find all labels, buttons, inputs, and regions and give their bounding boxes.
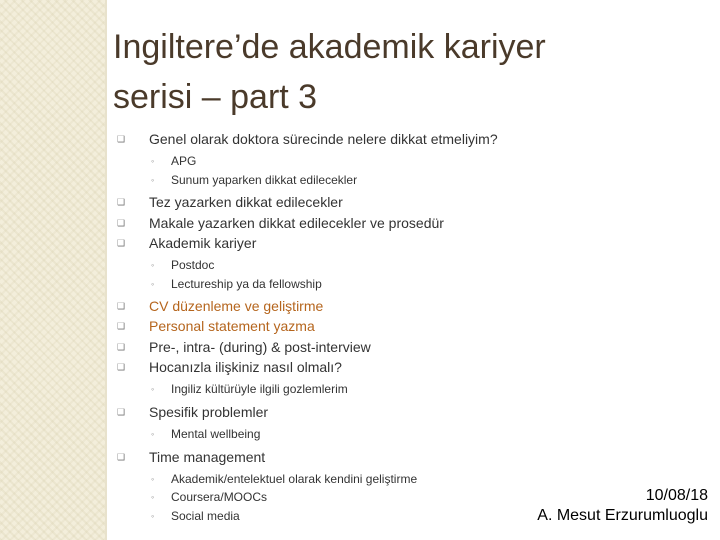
bullet-text: Spesifik problemler xyxy=(149,403,269,420)
square-bullet-icon: ❑ xyxy=(117,197,126,208)
circle-bullet-icon: ◦ xyxy=(151,429,155,440)
bullet-item xyxy=(113,296,593,316)
circle-bullet-icon: ◦ xyxy=(151,260,155,271)
circle-bullet-icon: ◦ xyxy=(151,510,155,521)
sub-bullet-text: Social media xyxy=(171,508,240,523)
square-bullet-icon: ❑ xyxy=(117,301,126,312)
bullet-item xyxy=(113,192,593,212)
sub-bullet-text: Akademik/entelektuel olarak kendini geliştirme xyxy=(171,471,418,486)
circle-bullet-icon: ◦ xyxy=(151,174,155,185)
square-bullet-icon: ❑ xyxy=(117,362,126,373)
bullet-item xyxy=(113,447,593,467)
title-line-1: Ingiltere’de akademik kariyer xyxy=(113,28,546,66)
bullet-list xyxy=(113,129,593,525)
sub-bullet-item xyxy=(113,380,593,399)
sub-bullet-text: Lectureship ya da fellowship xyxy=(171,276,322,291)
square-bullet-icon: ❑ xyxy=(117,321,126,332)
footer-date: 10/08/18 xyxy=(645,487,708,504)
bullet-item xyxy=(113,233,593,253)
bullet-item xyxy=(113,213,593,233)
bullet-text: Hocanızla ilişkiniz nasıl olmalı? xyxy=(149,359,342,376)
sub-bullet-text: Mental wellbeing xyxy=(171,427,261,442)
bullet-text: Tez yazarken dikkat edilecekler xyxy=(149,194,343,211)
sub-bullet-item xyxy=(113,256,593,275)
side-band-edge xyxy=(105,0,107,540)
sub-bullet-item xyxy=(113,171,593,190)
decorative-side-band xyxy=(0,0,105,540)
sub-bullet-text: APG xyxy=(171,154,197,169)
bullet-item xyxy=(113,316,593,336)
bullet-text: CV düzenleme ve geliştirme xyxy=(149,298,324,315)
bullet-item xyxy=(113,357,593,377)
bullet-item xyxy=(113,129,593,149)
bullet-text: Makale yazarken dikkat edilecekler ve prosedür xyxy=(149,214,444,231)
circle-bullet-icon: ◦ xyxy=(151,156,155,167)
sub-bullet-text: Coursera/MOOCs xyxy=(171,490,268,505)
bullet-item xyxy=(113,402,593,422)
sub-bullet-text: Postdoc xyxy=(171,258,215,273)
sub-bullet-item xyxy=(113,425,593,444)
bullet-text: Pre-, intra- (during) & post-interview xyxy=(149,338,371,355)
bullet-text: Personal statement yazma xyxy=(149,318,315,335)
square-bullet-icon: ❑ xyxy=(117,341,126,352)
sub-bullet-item xyxy=(113,470,593,489)
sub-bullet-item xyxy=(113,488,593,507)
circle-bullet-icon: ◦ xyxy=(151,384,155,395)
circle-bullet-icon: ◦ xyxy=(151,473,155,484)
slide-title xyxy=(113,22,703,122)
bullet-text: Akademik kariyer xyxy=(149,234,257,251)
sub-bullet-item xyxy=(113,507,593,526)
circle-bullet-icon: ◦ xyxy=(151,278,155,289)
slide-footer xyxy=(537,486,708,526)
title-line-2: serisi – part 3 xyxy=(113,78,318,116)
sub-bullet-item xyxy=(113,275,593,294)
footer-author: A. Mesut Erzurumluoglu xyxy=(537,507,708,524)
bullet-text: Time management xyxy=(149,448,266,465)
circle-bullet-icon: ◦ xyxy=(151,492,155,503)
square-bullet-icon: ❑ xyxy=(117,406,126,417)
sub-bullet-text: Sunum yaparken dikkat edilecekler xyxy=(171,172,358,187)
bullet-text: Genel olarak doktora sürecinde nelere dikkat etmeliyim? xyxy=(149,131,498,147)
square-bullet-icon: ❑ xyxy=(117,237,126,248)
bullet-item xyxy=(113,337,593,357)
sub-bullet-text: Ingiliz kültürüyle ilgili gozlemlerim xyxy=(171,382,348,397)
sub-bullet-item xyxy=(113,152,593,171)
square-bullet-icon: ❑ xyxy=(117,134,126,144)
square-bullet-icon: ❑ xyxy=(117,217,126,228)
square-bullet-icon: ❑ xyxy=(117,451,126,462)
